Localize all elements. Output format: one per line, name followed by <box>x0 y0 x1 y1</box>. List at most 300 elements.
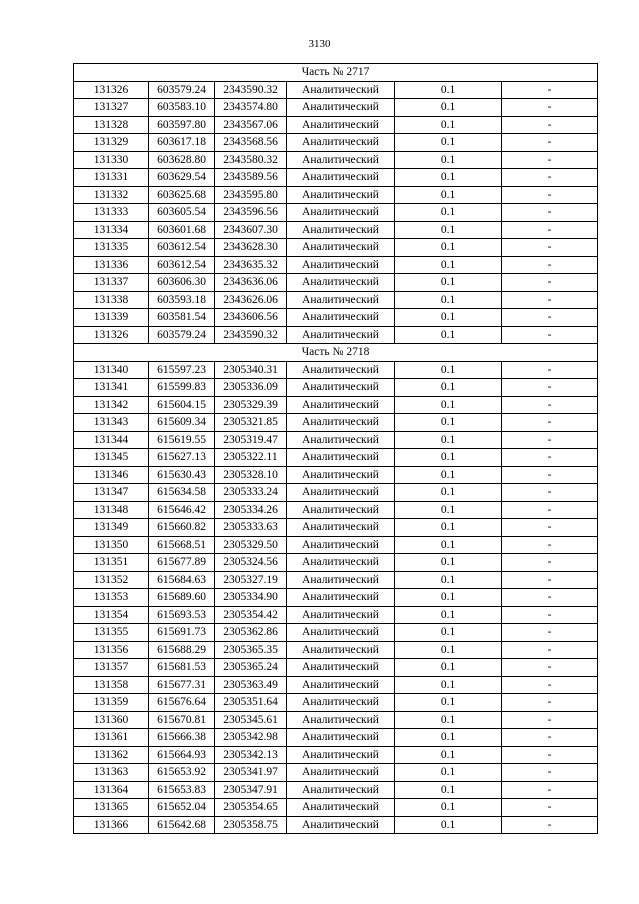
accuracy-cell: 0.1 <box>395 221 502 239</box>
y-coordinate-cell: 2305363.49 <box>215 676 287 694</box>
description-cell: - <box>502 729 598 747</box>
description-cell: - <box>502 361 598 379</box>
point-number-cell: 131349 <box>74 519 149 537</box>
page-number: 3130 <box>308 38 331 50</box>
accuracy-cell: 0.1 <box>395 204 502 222</box>
accuracy-cell: 0.1 <box>395 99 502 117</box>
accuracy-cell: 0.1 <box>395 361 502 379</box>
method-cell: Аналитический <box>287 274 395 292</box>
table-row <box>74 221 598 239</box>
accuracy-cell: 0.1 <box>395 781 502 799</box>
accuracy-cell: 0.1 <box>395 764 502 782</box>
y-coordinate-cell: 2305354.42 <box>215 606 287 624</box>
accuracy-cell: 0.1 <box>395 449 502 467</box>
accuracy-cell: 0.1 <box>395 431 502 449</box>
point-number-cell: 131329 <box>74 134 149 152</box>
point-number-cell: 131364 <box>74 781 149 799</box>
description-cell: - <box>502 379 598 397</box>
y-coordinate-cell: 2343568.56 <box>215 134 287 152</box>
method-cell: Аналитический <box>287 396 395 414</box>
method-cell: Аналитический <box>287 694 395 712</box>
description-cell: - <box>502 186 598 204</box>
point-number-cell: 131352 <box>74 571 149 589</box>
method-cell: Аналитический <box>287 799 395 817</box>
accuracy-cell: 0.1 <box>395 536 502 554</box>
point-number-cell: 131362 <box>74 746 149 764</box>
accuracy-cell: 0.1 <box>395 309 502 327</box>
point-number-cell: 131335 <box>74 239 149 257</box>
method-cell: Аналитический <box>287 116 395 134</box>
y-coordinate-cell: 2305328.10 <box>215 466 287 484</box>
method-cell: Аналитический <box>287 781 395 799</box>
point-number-cell: 131332 <box>74 186 149 204</box>
method-cell: Аналитический <box>287 151 395 169</box>
point-number-cell: 131342 <box>74 396 149 414</box>
method-cell: Аналитический <box>287 501 395 519</box>
table-row <box>74 186 598 204</box>
method-cell: Аналитический <box>287 764 395 782</box>
table-row <box>74 414 598 432</box>
accuracy-cell: 0.1 <box>395 519 502 537</box>
point-number-cell: 131360 <box>74 711 149 729</box>
x-coordinate-cell: 603581.54 <box>149 309 215 327</box>
x-coordinate-cell: 615597.23 <box>149 361 215 379</box>
table-row <box>74 239 598 257</box>
method-cell: Аналитический <box>287 554 395 572</box>
method-cell: Аналитический <box>287 169 395 187</box>
description-cell: - <box>502 571 598 589</box>
point-number-cell: 131355 <box>74 624 149 642</box>
x-coordinate-cell: 615684.63 <box>149 571 215 589</box>
point-number-cell: 131350 <box>74 536 149 554</box>
x-coordinate-cell: 603579.24 <box>149 81 215 99</box>
accuracy-cell: 0.1 <box>395 396 502 414</box>
accuracy-cell: 0.1 <box>395 484 502 502</box>
coordinates-table <box>73 63 598 834</box>
description-cell: - <box>502 204 598 222</box>
table-row <box>74 589 598 607</box>
y-coordinate-cell: 2343595.80 <box>215 186 287 204</box>
y-coordinate-cell: 2305345.61 <box>215 711 287 729</box>
accuracy-cell: 0.1 <box>395 326 502 344</box>
x-coordinate-cell: 615666.38 <box>149 729 215 747</box>
x-coordinate-cell: 603597.80 <box>149 116 215 134</box>
x-coordinate-cell: 615604.15 <box>149 396 215 414</box>
table-row <box>74 116 598 134</box>
x-coordinate-cell: 615634.58 <box>149 484 215 502</box>
description-cell: - <box>502 431 598 449</box>
x-coordinate-cell: 603625.68 <box>149 186 215 204</box>
section-header-row <box>74 64 598 82</box>
point-number-cell: 131334 <box>74 221 149 239</box>
description-cell: - <box>502 414 598 432</box>
table-row <box>74 256 598 274</box>
description-cell: - <box>502 151 598 169</box>
x-coordinate-cell: 615677.89 <box>149 554 215 572</box>
method-cell: Аналитический <box>287 361 395 379</box>
y-coordinate-cell: 2305354.65 <box>215 799 287 817</box>
description-cell: - <box>502 799 598 817</box>
accuracy-cell: 0.1 <box>395 554 502 572</box>
x-coordinate-cell: 615646.42 <box>149 501 215 519</box>
method-cell: Аналитический <box>287 746 395 764</box>
method-cell: Аналитический <box>287 309 395 327</box>
y-coordinate-cell: 2305342.98 <box>215 729 287 747</box>
accuracy-cell: 0.1 <box>395 169 502 187</box>
table-row <box>74 606 598 624</box>
table-row <box>74 151 598 169</box>
y-coordinate-cell: 2305319.47 <box>215 431 287 449</box>
table-row <box>74 676 598 694</box>
method-cell: Аналитический <box>287 466 395 484</box>
y-coordinate-cell: 2343596.56 <box>215 204 287 222</box>
x-coordinate-cell: 615664.93 <box>149 746 215 764</box>
x-coordinate-cell: 603612.54 <box>149 239 215 257</box>
table-row <box>74 274 598 292</box>
description-cell: - <box>502 764 598 782</box>
method-cell: Аналитический <box>287 326 395 344</box>
method-cell: Аналитический <box>287 134 395 152</box>
y-coordinate-cell: 2305347.91 <box>215 781 287 799</box>
table-row <box>74 134 598 152</box>
method-cell: Аналитический <box>287 431 395 449</box>
x-coordinate-cell: 615609.34 <box>149 414 215 432</box>
description-cell: - <box>502 309 598 327</box>
method-cell: Аналитический <box>287 204 395 222</box>
table-row <box>74 309 598 327</box>
description-cell: - <box>502 466 598 484</box>
x-coordinate-cell: 615653.92 <box>149 764 215 782</box>
accuracy-cell: 0.1 <box>395 606 502 624</box>
accuracy-cell: 0.1 <box>395 641 502 659</box>
method-cell: Аналитический <box>287 711 395 729</box>
y-coordinate-cell: 2305327.19 <box>215 571 287 589</box>
method-cell: Аналитический <box>287 379 395 397</box>
description-cell: - <box>502 116 598 134</box>
method-cell: Аналитический <box>287 624 395 642</box>
table-row <box>74 449 598 467</box>
x-coordinate-cell: 615642.68 <box>149 816 215 834</box>
table-row <box>74 641 598 659</box>
point-number-cell: 131354 <box>74 606 149 624</box>
description-cell: - <box>502 641 598 659</box>
accuracy-cell: 0.1 <box>395 256 502 274</box>
description-cell: - <box>502 291 598 309</box>
x-coordinate-cell: 615619.55 <box>149 431 215 449</box>
x-coordinate-cell: 615653.83 <box>149 781 215 799</box>
y-coordinate-cell: 2343589.56 <box>215 169 287 187</box>
table-row <box>74 571 598 589</box>
y-coordinate-cell: 2343628.30 <box>215 239 287 257</box>
x-coordinate-cell: 615689.60 <box>149 589 215 607</box>
point-number-cell: 131341 <box>74 379 149 397</box>
y-coordinate-cell: 2305329.50 <box>215 536 287 554</box>
y-coordinate-cell: 2305362.86 <box>215 624 287 642</box>
accuracy-cell: 0.1 <box>395 134 502 152</box>
method-cell: Аналитический <box>287 99 395 117</box>
accuracy-cell: 0.1 <box>395 624 502 642</box>
table-row <box>74 431 598 449</box>
x-coordinate-cell: 615652.04 <box>149 799 215 817</box>
point-number-cell: 131333 <box>74 204 149 222</box>
description-cell: - <box>502 274 598 292</box>
y-coordinate-cell: 2305341.97 <box>215 764 287 782</box>
y-coordinate-cell: 2305351.64 <box>215 694 287 712</box>
accuracy-cell: 0.1 <box>395 711 502 729</box>
y-coordinate-cell: 2343636.06 <box>215 274 287 292</box>
accuracy-cell: 0.1 <box>395 274 502 292</box>
x-coordinate-cell: 603605.54 <box>149 204 215 222</box>
method-cell: Аналитический <box>287 729 395 747</box>
y-coordinate-cell: 2343606.56 <box>215 309 287 327</box>
method-cell: Аналитический <box>287 606 395 624</box>
x-coordinate-cell: 603628.80 <box>149 151 215 169</box>
description-cell: - <box>502 81 598 99</box>
table-row <box>74 659 598 677</box>
accuracy-cell: 0.1 <box>395 116 502 134</box>
table-row <box>74 379 598 397</box>
description-cell: - <box>502 676 598 694</box>
coordinates-table-body <box>74 64 598 834</box>
accuracy-cell: 0.1 <box>395 151 502 169</box>
y-coordinate-cell: 2343635.32 <box>215 256 287 274</box>
x-coordinate-cell: 615676.64 <box>149 694 215 712</box>
description-cell: - <box>502 536 598 554</box>
table-row <box>74 326 598 344</box>
table-row <box>74 484 598 502</box>
table-row <box>74 624 598 642</box>
table-row <box>74 361 598 379</box>
method-cell: Аналитический <box>287 256 395 274</box>
x-coordinate-cell: 615681.53 <box>149 659 215 677</box>
method-cell: Аналитический <box>287 291 395 309</box>
point-number-cell: 131337 <box>74 274 149 292</box>
section-title: Часть № 2717 <box>74 64 598 82</box>
point-number-cell: 131326 <box>74 326 149 344</box>
description-cell: - <box>502 484 598 502</box>
table-row <box>74 711 598 729</box>
description-cell: - <box>502 396 598 414</box>
point-number-cell: 131353 <box>74 589 149 607</box>
point-number-cell: 131330 <box>74 151 149 169</box>
x-coordinate-cell: 603583.10 <box>149 99 215 117</box>
method-cell: Аналитический <box>287 536 395 554</box>
method-cell: Аналитический <box>287 571 395 589</box>
accuracy-cell: 0.1 <box>395 659 502 677</box>
x-coordinate-cell: 615688.29 <box>149 641 215 659</box>
accuracy-cell: 0.1 <box>395 746 502 764</box>
y-coordinate-cell: 2343626.06 <box>215 291 287 309</box>
y-coordinate-cell: 2305336.09 <box>215 379 287 397</box>
x-coordinate-cell: 615691.73 <box>149 624 215 642</box>
method-cell: Аналитический <box>287 239 395 257</box>
description-cell: - <box>502 589 598 607</box>
point-number-cell: 131347 <box>74 484 149 502</box>
x-coordinate-cell: 615660.82 <box>149 519 215 537</box>
method-cell: Аналитический <box>287 414 395 432</box>
point-number-cell: 131343 <box>74 414 149 432</box>
x-coordinate-cell: 603606.30 <box>149 274 215 292</box>
table-row <box>74 99 598 117</box>
method-cell: Аналитический <box>287 641 395 659</box>
y-coordinate-cell: 2343590.32 <box>215 81 287 99</box>
y-coordinate-cell: 2305340.31 <box>215 361 287 379</box>
accuracy-cell: 0.1 <box>395 729 502 747</box>
accuracy-cell: 0.1 <box>395 379 502 397</box>
x-coordinate-cell: 603617.18 <box>149 134 215 152</box>
method-cell: Аналитический <box>287 676 395 694</box>
y-coordinate-cell: 2305322.11 <box>215 449 287 467</box>
point-number-cell: 131338 <box>74 291 149 309</box>
method-cell: Аналитический <box>287 449 395 467</box>
accuracy-cell: 0.1 <box>395 501 502 519</box>
table-row <box>74 81 598 99</box>
point-number-cell: 131327 <box>74 99 149 117</box>
y-coordinate-cell: 2343574.80 <box>215 99 287 117</box>
table-row <box>74 169 598 187</box>
point-number-cell: 131339 <box>74 309 149 327</box>
x-coordinate-cell: 615599.83 <box>149 379 215 397</box>
accuracy-cell: 0.1 <box>395 466 502 484</box>
x-coordinate-cell: 615627.13 <box>149 449 215 467</box>
accuracy-cell: 0.1 <box>395 186 502 204</box>
x-coordinate-cell: 615677.31 <box>149 676 215 694</box>
accuracy-cell: 0.1 <box>395 571 502 589</box>
table-row <box>74 799 598 817</box>
description-cell: - <box>502 99 598 117</box>
point-number-cell: 131358 <box>74 676 149 694</box>
y-coordinate-cell: 2305333.24 <box>215 484 287 502</box>
description-cell: - <box>502 659 598 677</box>
accuracy-cell: 0.1 <box>395 694 502 712</box>
method-cell: Аналитический <box>287 816 395 834</box>
method-cell: Аналитический <box>287 519 395 537</box>
x-coordinate-cell: 615630.43 <box>149 466 215 484</box>
method-cell: Аналитический <box>287 221 395 239</box>
description-cell: - <box>502 134 598 152</box>
section-header-row <box>74 344 598 362</box>
description-cell: - <box>502 326 598 344</box>
point-number-cell: 131348 <box>74 501 149 519</box>
point-number-cell: 131326 <box>74 81 149 99</box>
description-cell: - <box>502 519 598 537</box>
table-row <box>74 519 598 537</box>
description-cell: - <box>502 239 598 257</box>
table-row <box>74 501 598 519</box>
table-row <box>74 536 598 554</box>
section-title: Часть № 2718 <box>74 344 598 362</box>
y-coordinate-cell: 2305342.13 <box>215 746 287 764</box>
y-coordinate-cell: 2343567.06 <box>215 116 287 134</box>
accuracy-cell: 0.1 <box>395 291 502 309</box>
point-number-cell: 131346 <box>74 466 149 484</box>
description-cell: - <box>502 169 598 187</box>
y-coordinate-cell: 2305365.24 <box>215 659 287 677</box>
accuracy-cell: 0.1 <box>395 799 502 817</box>
table-row <box>74 466 598 484</box>
description-cell: - <box>502 746 598 764</box>
description-cell: - <box>502 256 598 274</box>
description-cell: - <box>502 624 598 642</box>
table-row <box>74 764 598 782</box>
point-number-cell: 131344 <box>74 431 149 449</box>
accuracy-cell: 0.1 <box>395 81 502 99</box>
accuracy-cell: 0.1 <box>395 589 502 607</box>
method-cell: Аналитический <box>287 81 395 99</box>
y-coordinate-cell: 2305329.39 <box>215 396 287 414</box>
accuracy-cell: 0.1 <box>395 414 502 432</box>
description-cell: - <box>502 606 598 624</box>
table-row <box>74 204 598 222</box>
description-cell: - <box>502 711 598 729</box>
description-cell: - <box>502 221 598 239</box>
y-coordinate-cell: 2305333.63 <box>215 519 287 537</box>
point-number-cell: 131345 <box>74 449 149 467</box>
y-coordinate-cell: 2305365.35 <box>215 641 287 659</box>
x-coordinate-cell: 615668.51 <box>149 536 215 554</box>
method-cell: Аналитический <box>287 484 395 502</box>
point-number-cell: 131366 <box>74 816 149 834</box>
point-number-cell: 131361 <box>74 729 149 747</box>
x-coordinate-cell: 615693.53 <box>149 606 215 624</box>
table-row <box>74 729 598 747</box>
x-coordinate-cell: 603593.18 <box>149 291 215 309</box>
point-number-cell: 131363 <box>74 764 149 782</box>
table-row <box>74 694 598 712</box>
method-cell: Аналитический <box>287 589 395 607</box>
method-cell: Аналитический <box>287 659 395 677</box>
y-coordinate-cell: 2343607.30 <box>215 221 287 239</box>
x-coordinate-cell: 603601.68 <box>149 221 215 239</box>
point-number-cell: 131365 <box>74 799 149 817</box>
accuracy-cell: 0.1 <box>395 239 502 257</box>
x-coordinate-cell: 603612.54 <box>149 256 215 274</box>
table-row <box>74 746 598 764</box>
table-row <box>74 816 598 834</box>
y-coordinate-cell: 2343590.32 <box>215 326 287 344</box>
y-coordinate-cell: 2305321.85 <box>215 414 287 432</box>
description-cell: - <box>502 554 598 572</box>
x-coordinate-cell: 603629.54 <box>149 169 215 187</box>
point-number-cell: 131331 <box>74 169 149 187</box>
table-row <box>74 291 598 309</box>
accuracy-cell: 0.1 <box>395 676 502 694</box>
y-coordinate-cell: 2343580.32 <box>215 151 287 169</box>
y-coordinate-cell: 2305358.75 <box>215 816 287 834</box>
description-cell: - <box>502 501 598 519</box>
y-coordinate-cell: 2305334.90 <box>215 589 287 607</box>
y-coordinate-cell: 2305324.56 <box>215 554 287 572</box>
point-number-cell: 131328 <box>74 116 149 134</box>
point-number-cell: 131356 <box>74 641 149 659</box>
description-cell: - <box>502 694 598 712</box>
point-number-cell: 131351 <box>74 554 149 572</box>
table-row <box>74 396 598 414</box>
description-cell: - <box>502 449 598 467</box>
point-number-cell: 131359 <box>74 694 149 712</box>
table-row <box>74 781 598 799</box>
description-cell: - <box>502 816 598 834</box>
method-cell: Аналитический <box>287 186 395 204</box>
x-coordinate-cell: 603579.24 <box>149 326 215 344</box>
point-number-cell: 131336 <box>74 256 149 274</box>
point-number-cell: 131340 <box>74 361 149 379</box>
x-coordinate-cell: 615670.81 <box>149 711 215 729</box>
y-coordinate-cell: 2305334.26 <box>215 501 287 519</box>
description-cell: - <box>502 781 598 799</box>
point-number-cell: 131357 <box>74 659 149 677</box>
accuracy-cell: 0.1 <box>395 816 502 834</box>
